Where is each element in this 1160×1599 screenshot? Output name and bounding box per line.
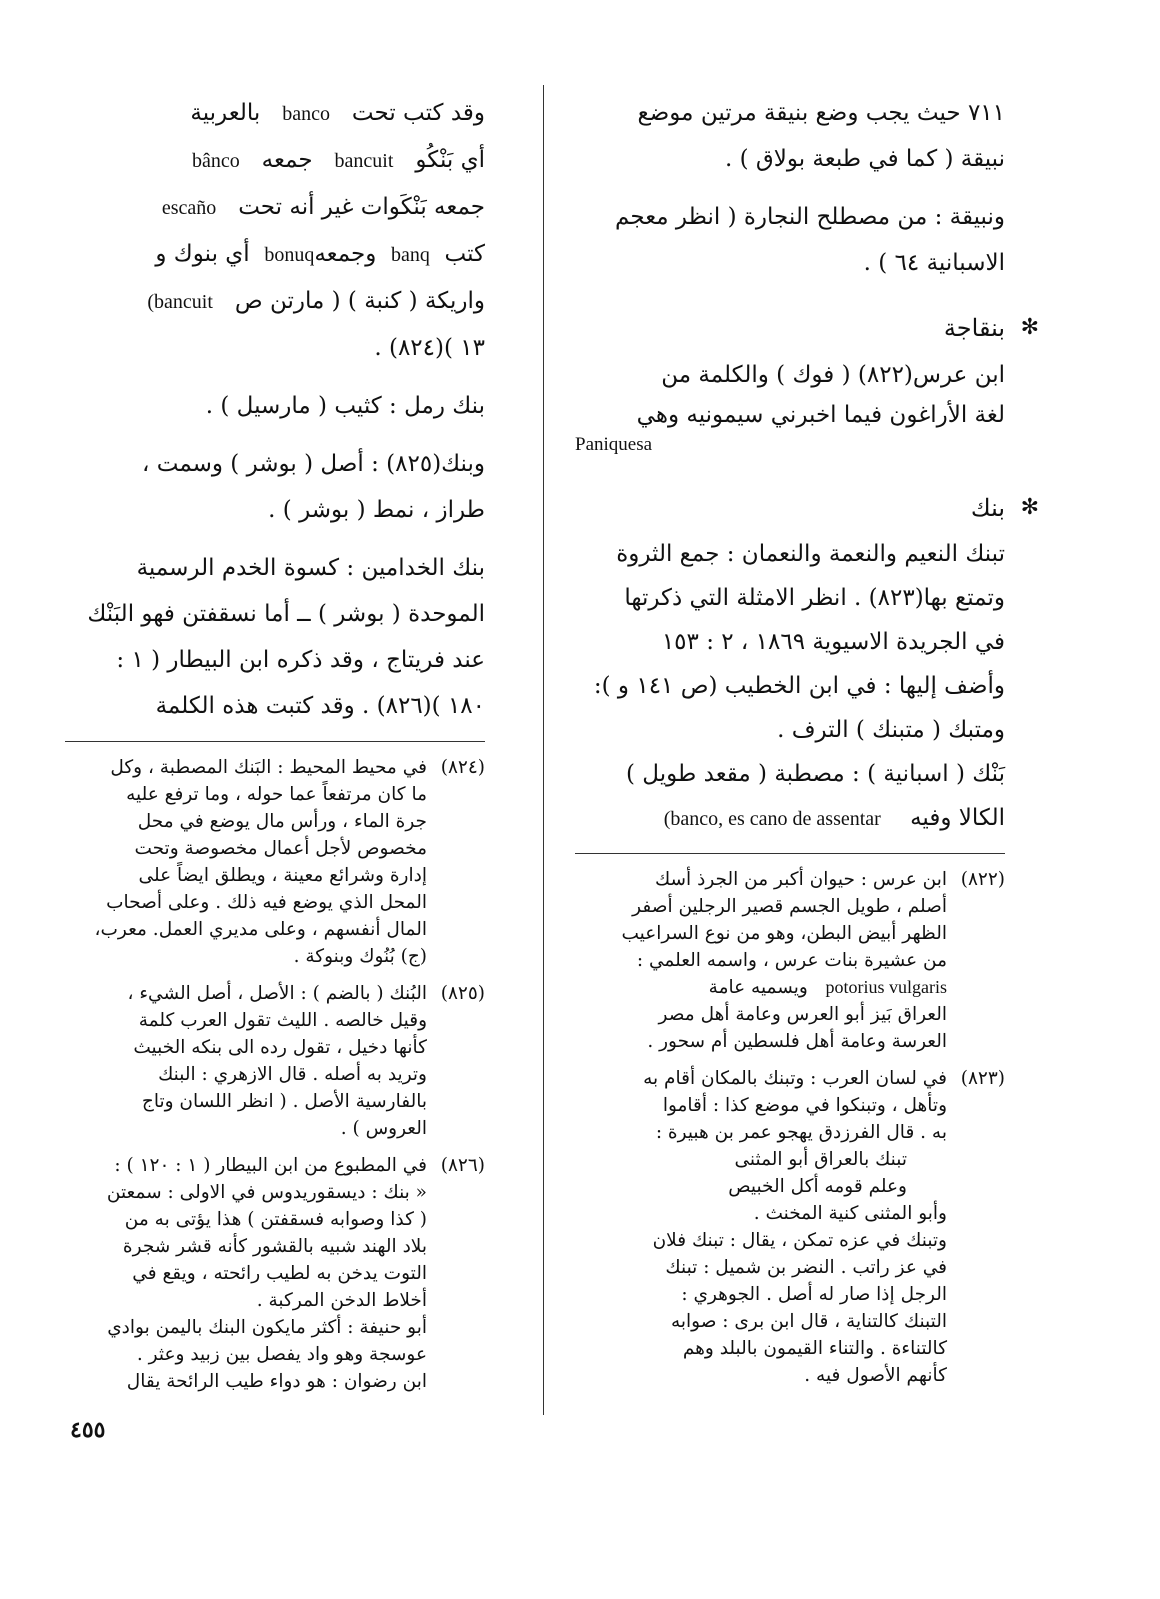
- footnote: [65, 754, 485, 970]
- headword: بنك: [970, 494, 1005, 522]
- text-line: وأبو المثنى كنية المخنث .: [753, 1203, 947, 1224]
- footnotes: [65, 754, 485, 1395]
- text-line: بنك رمل : كثيب ( مارسيل ) .: [205, 393, 485, 419]
- text-line: أبو حنيفة : أكثر مايكون البنك باليمن بوادي: [107, 1317, 427, 1338]
- text-line: وتمتع بها(٨٢٣) . انظر الامثلة التي ذكرتها: [624, 585, 1005, 611]
- footnote-text: [575, 1065, 947, 1389]
- text-line: كأنهم الأصول فيه .: [804, 1365, 947, 1386]
- text-line: بلاد الهند شبيه بالقشور كأنه قشر شجرة: [122, 1236, 427, 1257]
- footnote: [575, 866, 1005, 1055]
- text-line: [65, 184, 485, 231]
- text-line: إدارة وشرائع معينة ، ويطلق ايضاً على: [138, 865, 427, 886]
- paragraph: [65, 441, 485, 533]
- text-line: ابن عرس : حيوان أكبر من الجرذ أسك: [654, 869, 947, 890]
- latin-text: (banco, es cano de assentar: [663, 808, 881, 830]
- footnotes: [575, 866, 1005, 1389]
- text-line: العراق بَيز أبو العرس وعامة أهل مصر: [658, 1004, 947, 1025]
- text-line: بَنْك ( اسبانية ) : مصطبة ( مقعد طويل ): [626, 761, 1005, 787]
- latin-text: bonuq: [264, 244, 315, 266]
- text-line: عند فريتاج ، وقد ذكره ابن البيطار ( ١ :: [116, 647, 485, 673]
- text-line: في عز راتب . النضر بن شميل : تبنك: [665, 1257, 947, 1278]
- text-line: البُنك ( بالضم ) : الأصل ، أصل الشيء ،: [127, 983, 427, 1004]
- text-line: [65, 278, 485, 325]
- text-line: وبنك(٨٢٥) : أصل ( بوشر ) وسمت ،: [142, 451, 485, 477]
- footnote-number: (٨٢٤): [440, 757, 485, 778]
- latin-text: banq: [391, 244, 430, 266]
- arabic-text: أي بَنْكُو: [415, 147, 485, 173]
- right-column: [575, 90, 1039, 1399]
- text-line: عوسجة وهو واد يفصل بين زبيد وعثر .: [136, 1344, 427, 1365]
- paragraph: [65, 90, 485, 371]
- arabic-text: وجمعه: [314, 241, 377, 267]
- arabic-text: الكالا وفيه: [910, 805, 1005, 831]
- footnote-text: [65, 754, 427, 970]
- text-line: (ج) بُنُوك وبنوكة .: [293, 946, 427, 967]
- text-line: وتريد به أصله . قال الازهري : البنك: [158, 1064, 427, 1085]
- latin-text: (bancuit: [147, 291, 213, 313]
- text-line: وتبنك في عزه تمكن ، يقال : تبنك فلان: [652, 1230, 947, 1251]
- text-line: في الجريدة الاسيوية ١٨٦٩ ، ٢ : ١٥٣: [661, 629, 1005, 655]
- paragraph: [575, 90, 1005, 182]
- text-line: العروس ) .: [340, 1118, 427, 1139]
- text-line: كأنها دخيل ، تقول رده الى بنكه الخبيث: [133, 1037, 427, 1058]
- arabic-text: كتب: [444, 241, 485, 267]
- text-line: ابن رضوان : هو دواء طيب الرائحة يقال: [126, 1371, 427, 1392]
- latin-word: Paniquesa: [575, 434, 653, 455]
- arabic-text: جمعه بَنْكَوات غير أنه تحت: [238, 194, 485, 220]
- text-line: في لسان العرب : وتبنك بالمكان أقام به: [643, 1068, 947, 1089]
- text-line: [65, 137, 485, 184]
- text-line: [575, 974, 947, 1001]
- latin-text: escaño: [161, 197, 217, 219]
- text-line: في محيط المحيط : البَنك المصطبة ، وكل: [110, 757, 427, 778]
- arabic-text: واريكة ( كنبة ) ( مارتن ص: [234, 288, 485, 314]
- headword: بنقاجة: [943, 314, 1005, 342]
- footnote: [575, 1065, 1005, 1389]
- verse-line: تبنك بالعراق أبو المثنى: [734, 1149, 907, 1170]
- arabic-text: جمعه: [261, 147, 313, 173]
- text-line: ١٨٠ )(٨٢٦) . وقد كتبت هذه الكلمة: [155, 693, 485, 719]
- latin-text: potorius vulgaris: [825, 977, 947, 997]
- text-line: تبنك النعيم والنعمة والنعمان : جمع الثروة: [616, 541, 1005, 567]
- footnote-text: [65, 1152, 427, 1395]
- text-line: ١٣ )(٨٢٤) .: [374, 335, 485, 361]
- arabic-text: ويسميه عامة: [708, 977, 808, 998]
- paragraph: [575, 194, 1005, 286]
- text-line: به . قال الفرزدق يهجو عمر بن هبيرة :: [655, 1122, 947, 1143]
- text-line: [575, 796, 1005, 841]
- text-line: نبيقة ( كما في طبعة بولاق ) .: [724, 146, 1005, 172]
- text-line: التبنك كالتناية ، قال ابن برى : صوابه: [670, 1311, 947, 1332]
- left-column: [65, 90, 485, 1405]
- text-line: مخصوص لأجل أعمال مخصوصة وتحت: [134, 838, 427, 859]
- text-line: وأضف إليها : في ابن الخطيب (ص ١٤١ و ):: [593, 673, 1005, 699]
- text-line: ومتبك ( متبنك ) الترف .: [777, 717, 1005, 743]
- latin-text: banco: [282, 103, 330, 125]
- asterisk-icon: ✻: [1020, 315, 1039, 340]
- text-line: ٧١١ حيث يجب وضع بنيقة مرتين موضع: [637, 100, 1005, 126]
- page-number: ٤٥٥: [70, 1417, 106, 1443]
- verse-line: وعلم قومه أكل الخبيص: [728, 1176, 907, 1197]
- footnote-number: (٨٢٥): [440, 983, 485, 1004]
- entry-body: [575, 352, 1005, 458]
- text-line: الموحدة ( بوشر ) ــ أما نسقفتن فهو البَنْك: [87, 601, 485, 627]
- text-line: طراز ، نمط ( بوشر ) .: [268, 497, 485, 523]
- text-line: العرسة وعامة أهل فلسطين أم سحور .: [647, 1031, 947, 1052]
- text-line: جرة الماء ، ورأس مال يوضع في محل: [137, 811, 427, 832]
- text-line: وقيل خالصه . الليث تقول العرب كلمة: [138, 1010, 427, 1031]
- headword-entry: [575, 488, 1039, 528]
- text-line: بالفارسية الأصل . ( انظر اللسان وتاج: [141, 1091, 427, 1112]
- latin-text: bancuit: [334, 150, 394, 172]
- text-line: الرجل إذا صار له أصل . الجوهري :: [681, 1284, 947, 1305]
- text-line: بنك الخدامين : كسوة الخدم الرسمية: [136, 555, 485, 581]
- text-line: المحل الذي يوضع فيه ذلك . وعلى أصحاب: [106, 892, 427, 913]
- text-line: ( كذا وصوابه فسقفتن ) هذا يؤتى به من: [124, 1209, 427, 1230]
- text-line: [65, 90, 485, 137]
- text-line: المال أنفسهم ، وعلى مديري العمل. معرب،: [94, 919, 427, 940]
- paragraph: [65, 383, 485, 429]
- column-divider: [543, 85, 544, 1415]
- headword-entry: [575, 308, 1039, 348]
- footnote-text: [575, 866, 947, 1055]
- text-line: ما كان مرتفعاً عما حوله ، وما ترفع عليه: [126, 784, 427, 805]
- paragraph: [65, 545, 485, 729]
- text-line: التوت يدخن به لطيب رائحته ، ويقع في: [132, 1263, 427, 1284]
- text-line: الاسبانية ٦٤ ) .: [863, 250, 1005, 276]
- footnote: [65, 980, 485, 1142]
- text-line: أصلم ، طويل الجسم قصير الرجلين أصفر: [632, 896, 947, 917]
- text-line: في المطبوع من ابن البيطار ( ١ : ١٢٠ ) :: [114, 1155, 427, 1176]
- entry-body: [575, 532, 1005, 841]
- footnote-number: (٨٢٢): [960, 869, 1005, 890]
- text-line: كالتناءة . والتناء القيمون بالبلد وهم: [682, 1338, 947, 1359]
- text-line: [65, 231, 485, 278]
- text-line: لغة الأراغون فيما اخبرني سيمونيه وهي: [636, 402, 1005, 428]
- arabic-text: أي بنوك و: [155, 241, 250, 267]
- arabic-text: بالعربية: [190, 100, 261, 126]
- footnote-separator: [65, 741, 485, 742]
- text-line: ابن عرس(٨٢٢) ( فوك ) والكلمة من: [661, 362, 1005, 388]
- latin-text: bâncо: [191, 150, 240, 172]
- footnote-number: (٨٢٣): [960, 1068, 1005, 1089]
- arabic-text: وقد كتب تحت: [351, 100, 485, 126]
- text-line: من عشيرة بنات عرس ، واسمه العلمي :: [636, 950, 947, 971]
- text-line: ونبيقة : من مصطلح النجارة ( انظر معجم: [615, 204, 1005, 230]
- text-line: الظهر أبيض البطن، وهو من نوع السراعيب: [621, 923, 947, 944]
- asterisk-icon: ✻: [1020, 495, 1039, 520]
- text-line: وتأهل ، وتبنكوا في موضع كذا : أقاموا: [662, 1095, 947, 1116]
- footnote-number: (٨٢٦): [440, 1155, 485, 1176]
- footnote-separator: [575, 853, 1005, 854]
- footnote-text: [65, 980, 427, 1142]
- text-line: « بنك : ديسقوريدوس في الاولى : سمعتن: [106, 1182, 427, 1203]
- footnote: [65, 1152, 485, 1395]
- text-line: أخلاط الدخن المركبة .: [256, 1290, 427, 1311]
